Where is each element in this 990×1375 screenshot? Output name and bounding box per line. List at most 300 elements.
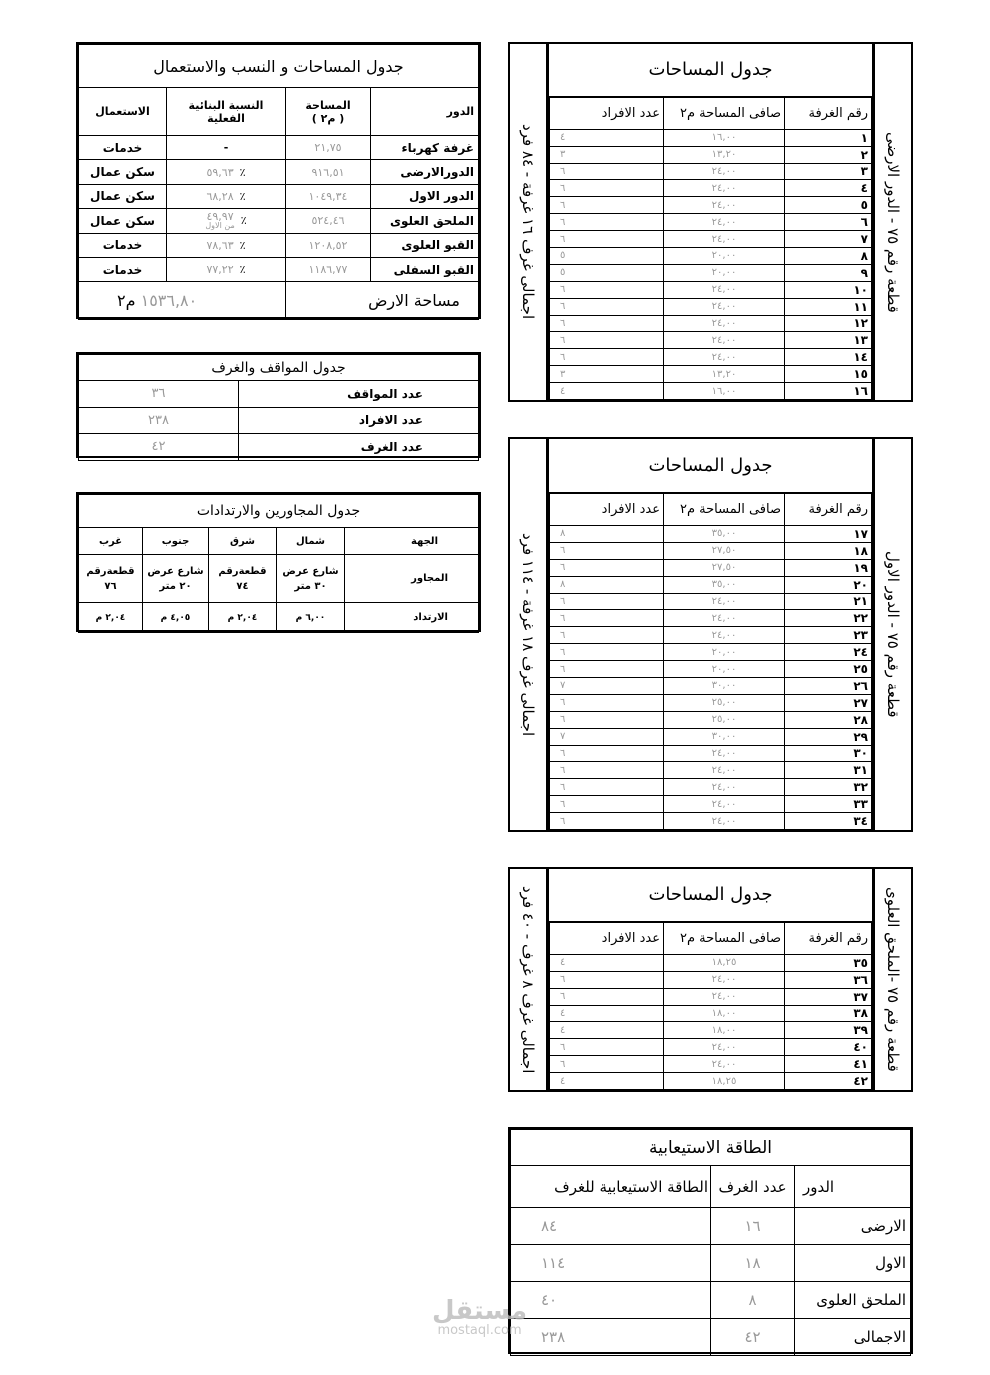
side-summary-label <box>510 869 549 1090</box>
room-number: ٢٣ <box>785 627 872 644</box>
room-area: ٢٤,٠٠ <box>664 971 785 988</box>
table-row <box>79 233 479 257</box>
room-area: ٢٤,٠٠ <box>664 163 785 180</box>
parking-rooms-table <box>76 352 481 458</box>
room-people: ٦ <box>550 971 664 988</box>
room-area: ٢٤,٠٠ <box>664 762 785 779</box>
room-number: ٣٤ <box>785 813 872 830</box>
room-people: ٦ <box>550 542 664 559</box>
table-row <box>550 214 872 231</box>
room-area: ٢٤,٠٠ <box>664 745 785 762</box>
table-row <box>550 349 872 366</box>
floor-use: سكن عمال <box>79 160 167 184</box>
room-people: ٨ <box>550 525 664 542</box>
floor-area: ١١٨٦,٧٧ <box>286 257 371 281</box>
capacity-header-capacity: الطاقة الاستيعابية للغرف <box>511 1166 711 1208</box>
direction-header: جنوب <box>143 528 209 555</box>
room-number: ٣٦ <box>785 971 872 988</box>
room-number: ٢٨ <box>785 711 872 728</box>
room-area: ١٨,٠٠ <box>664 1022 785 1039</box>
table-row <box>550 954 872 971</box>
neighbor-line: قطعةرقم <box>218 565 267 577</box>
setback-value: ٦,٠٠ م <box>277 603 345 633</box>
room-areas-table-first <box>508 437 913 832</box>
table-row <box>550 542 872 559</box>
side-plot-label <box>872 869 911 1090</box>
table-row <box>550 610 872 627</box>
room-number: ٧ <box>785 231 872 248</box>
parking-label: عدد الغرف <box>239 434 479 461</box>
room-area: ٢٤,٠٠ <box>664 180 785 197</box>
capacity-floor: الاول <box>795 1245 911 1282</box>
room-people: ٦ <box>550 796 664 813</box>
table-row <box>550 711 872 728</box>
room-number: ٣٣ <box>785 796 872 813</box>
table-row <box>511 1208 911 1245</box>
table-row <box>550 1022 872 1039</box>
room-people: ٦ <box>550 644 664 661</box>
room-people: ٦ <box>550 694 664 711</box>
neighbor-line: شارع عرض <box>282 565 339 577</box>
table-row <box>79 184 479 208</box>
room-people: ٦ <box>550 813 664 830</box>
room-people: ٦ <box>550 610 664 627</box>
percent-sign: ٪ <box>239 165 246 179</box>
room-number: ٢ <box>785 146 872 163</box>
neighbor-value <box>143 555 209 603</box>
floor-ratio <box>167 136 286 160</box>
capacity-floor: الاجمالى <box>795 1319 911 1356</box>
table-row <box>79 381 479 408</box>
room-number: ٢٢ <box>785 610 872 627</box>
room-area: ٢٤,٠٠ <box>664 231 785 248</box>
percent-sign: ٪ <box>239 238 246 252</box>
direction-header: الجهة <box>345 528 479 555</box>
room-number: ٤ <box>785 180 872 197</box>
ratio-note: من الاول <box>205 220 235 230</box>
table-row <box>550 247 872 264</box>
room-number: ٦ <box>785 214 872 231</box>
header-room-number: رقم الغرفة <box>785 922 872 954</box>
floor-use: خدمات <box>79 257 167 281</box>
room-people: ٨ <box>550 576 664 593</box>
room-table-title: جدول المساحات <box>549 869 872 922</box>
room-area: ٢٧,٥٠ <box>664 559 785 576</box>
room-areas-table-ground <box>508 42 913 402</box>
neighbor-value <box>79 555 143 603</box>
floor-area: ٥٢٤,٤٦ <box>286 209 371 233</box>
table-row <box>550 644 872 661</box>
ratio-number: ٧٧,٢٢ <box>206 263 234 277</box>
room-number: ٤١ <box>785 1056 872 1073</box>
floor-ratio <box>167 184 286 208</box>
header-net-area: صافى المساحة م٢ <box>664 97 785 129</box>
room-number: ١٤ <box>785 349 872 366</box>
room-number: ٣١ <box>785 762 872 779</box>
table-row <box>550 971 872 988</box>
room-number: ٤٠ <box>785 1039 872 1056</box>
floor-name: الملحق العلوى <box>371 209 479 233</box>
room-number: ٣٩ <box>785 1022 872 1039</box>
table-row <box>550 576 872 593</box>
capacity-rooms: ١٦ <box>711 1208 795 1245</box>
table-row <box>550 264 872 281</box>
neighbor-line: ٧٦ <box>104 580 117 592</box>
room-number: ١ <box>785 129 872 146</box>
room-number: ١٦ <box>785 383 872 400</box>
room-people: ٦ <box>550 745 664 762</box>
ratio-number: ٦٨,٢٨ <box>206 189 234 203</box>
floor-use: خدمات <box>79 233 167 257</box>
floor-name: غرفة كهرباء <box>371 136 479 160</box>
capacity-value: ٨٤ <box>511 1208 711 1245</box>
room-number: ٩ <box>785 264 872 281</box>
table-row <box>550 745 872 762</box>
floor-ratio <box>167 233 286 257</box>
table-row <box>550 988 872 1005</box>
capacity-table <box>508 1127 913 1354</box>
room-people: ٤ <box>550 954 664 971</box>
table-row <box>511 1282 911 1319</box>
capacity-rooms: ٤٢ <box>711 1319 795 1356</box>
table-row <box>550 163 872 180</box>
capacity-rooms: ١٨ <box>711 1245 795 1282</box>
table-row <box>550 813 872 830</box>
room-area: ٢٠,٠٠ <box>664 644 785 661</box>
room-number: ٢٦ <box>785 677 872 694</box>
room-number: ٥ <box>785 197 872 214</box>
room-area: ٢٤,٠٠ <box>664 627 785 644</box>
capacity-header-floor: الدور <box>795 1166 911 1208</box>
table-row <box>550 231 872 248</box>
room-number: ١٥ <box>785 366 872 383</box>
table-row <box>550 1039 872 1056</box>
room-number: ٣٢ <box>785 779 872 796</box>
room-area: ٢٤,٠٠ <box>664 1039 785 1056</box>
table-row <box>511 1245 911 1282</box>
areas-ratios-table <box>76 42 481 319</box>
room-area: ٢٠,٠٠ <box>664 247 785 264</box>
room-area: ٢٤,٠٠ <box>664 298 785 315</box>
room-areas-table-annex <box>508 867 913 1092</box>
table-row <box>550 1005 872 1022</box>
side-plot-text: قطعة رقم ٧٥ - الدور الارضى <box>884 131 902 313</box>
table-row <box>550 197 872 214</box>
table-row <box>79 136 479 160</box>
room-area: ٢٤,٠٠ <box>664 779 785 796</box>
ratio-value <box>206 238 234 252</box>
room-people: ٤ <box>550 1073 664 1090</box>
neighbors-setbacks-table <box>76 492 481 632</box>
room-people: ٦ <box>550 163 664 180</box>
room-area: ١٣,٢٠ <box>664 146 785 163</box>
direction-header: شمال <box>277 528 345 555</box>
percent-sign: ٪ <box>240 213 247 227</box>
header-floor: الدور <box>371 88 479 136</box>
table-row <box>79 160 479 184</box>
room-table-header <box>550 97 872 129</box>
room-area: ٢٤,٠٠ <box>664 593 785 610</box>
header-people: عدد الافراد <box>550 922 664 954</box>
room-people: ٥ <box>550 247 664 264</box>
table-row <box>550 281 872 298</box>
room-number: ٣ <box>785 163 872 180</box>
table-row <box>550 627 872 644</box>
table-row <box>550 315 872 332</box>
room-area: ٢٥,٠٠ <box>664 694 785 711</box>
room-number: ١٧ <box>785 525 872 542</box>
room-number: ٣٨ <box>785 1005 872 1022</box>
land-area-value: ١٥٣٦,٨٠ <box>140 291 198 311</box>
room-number: ١٨ <box>785 542 872 559</box>
room-area: ٣٥,٠٠ <box>664 576 785 593</box>
room-area: ٢٤,٠٠ <box>664 988 785 1005</box>
room-number: ٢٠ <box>785 576 872 593</box>
table-row <box>511 1319 911 1356</box>
land-area-unit: م٢ <box>117 291 136 311</box>
room-area: ٢٠,٠٠ <box>664 264 785 281</box>
header-net-area: صافى المساحة م٢ <box>664 493 785 525</box>
neighbor-line: شارع عرض <box>147 565 204 577</box>
neighbor-value <box>277 555 345 603</box>
header-people: عدد الافراد <box>550 97 664 129</box>
room-area: ٢٤,٠٠ <box>664 197 785 214</box>
ratio-number: ٤٩,٩٧ <box>206 209 234 223</box>
side-summary-label <box>510 44 549 400</box>
room-people: ٦ <box>550 988 664 1005</box>
room-number: ٢٧ <box>785 694 872 711</box>
table-row <box>550 694 872 711</box>
floor-name: الدورالارضى <box>371 160 479 184</box>
room-people: ٧ <box>550 728 664 745</box>
room-number: ٨ <box>785 247 872 264</box>
side-plot-text: قطعة رقم ٧٥ - الدور الاول <box>884 551 902 718</box>
setback-value: ٢,٠٤ م <box>209 603 277 633</box>
neighbor-line: ٣٠ متر <box>294 580 327 592</box>
room-table-body <box>549 439 872 830</box>
room-number: ٤٢ <box>785 1073 872 1090</box>
ratio-value <box>206 265 233 275</box>
parking-value: ٢٣٨ <box>79 407 239 434</box>
room-number: ٣٧ <box>785 988 872 1005</box>
mostaql-watermark: مستقل mostaql.com <box>432 1296 528 1338</box>
capacity-value: ٢٣٨ <box>511 1319 711 1356</box>
room-people: ٦ <box>550 1039 664 1056</box>
capacity-header-rooms: عدد الغرف <box>711 1166 795 1208</box>
room-number: ١١ <box>785 298 872 315</box>
header-room-number: رقم الغرفة <box>785 493 872 525</box>
room-people: ٦ <box>550 197 664 214</box>
room-people: ٦ <box>550 661 664 678</box>
room-area: ٢٥,٠٠ <box>664 711 785 728</box>
room-number: ١٢ <box>785 315 872 332</box>
room-area: ٢٤,٠٠ <box>664 315 785 332</box>
floor-ratio <box>167 160 286 184</box>
room-people: ٤ <box>550 383 664 400</box>
room-number: ٢٥ <box>785 661 872 678</box>
neighbor-line: ٧٤ <box>236 580 249 592</box>
room-number: ٣٥ <box>785 954 872 971</box>
floor-name: القبو السفلى <box>371 257 479 281</box>
table-row <box>550 796 872 813</box>
land-area-value-cell <box>79 282 286 320</box>
table-row <box>79 257 479 281</box>
floor-area: ١٠٤٩,٣٤ <box>286 184 371 208</box>
table-row <box>550 332 872 349</box>
side-summary-text: اجمالى غرف ٨ غرف - ٤٠ فرد <box>519 885 537 1074</box>
table-row <box>550 762 872 779</box>
floor-area: ١٢٠٨,٥٢ <box>286 233 371 257</box>
room-table-header <box>550 493 872 525</box>
room-area: ١٨,٢٥ <box>664 1073 785 1090</box>
percent-sign: ٪ <box>239 263 246 277</box>
capacity-table-title: الطاقة الاستيعابية <box>511 1130 911 1166</box>
room-area: ١٦,٠٠ <box>664 129 785 146</box>
room-area: ١٣,٢٠ <box>664 366 785 383</box>
room-people: ٦ <box>550 315 664 332</box>
header-room-number: رقم الغرفة <box>785 97 872 129</box>
header-use: الاستعمال <box>79 88 167 136</box>
room-area: ١٦,٠٠ <box>664 383 785 400</box>
table-row <box>550 180 872 197</box>
room-table-title: جدول المساحات <box>549 439 872 493</box>
side-plot-label <box>872 44 911 400</box>
setback-label: الارتداد <box>345 603 479 633</box>
room-people: ٣ <box>550 146 664 163</box>
room-people: ٥ <box>550 264 664 281</box>
room-people: ٦ <box>550 332 664 349</box>
room-people: ٦ <box>550 180 664 197</box>
room-area: ٢٤,٠٠ <box>664 813 785 830</box>
table-row <box>79 209 479 233</box>
room-number: ١٠ <box>785 281 872 298</box>
table-row <box>550 383 872 400</box>
room-area: ٢٤,٠٠ <box>664 1056 785 1073</box>
table-row <box>550 728 872 745</box>
room-area: ٢٤,٠٠ <box>664 214 785 231</box>
ratio-value <box>205 209 235 230</box>
areas-table-title: جدول المساحات و النسب والاستعمال <box>79 45 479 88</box>
room-area: ٢٤,٠٠ <box>664 332 785 349</box>
neighbors-table-title: جدول المجاورين والارتدادات <box>79 495 479 528</box>
table-row <box>550 129 872 146</box>
capacity-value: ١١٤ <box>511 1245 711 1282</box>
table-row <box>550 298 872 315</box>
side-plot-label <box>872 439 911 830</box>
table-row <box>550 661 872 678</box>
room-number: ٢٤ <box>785 644 872 661</box>
room-people: ٧ <box>550 677 664 694</box>
ratio-value: - <box>223 141 229 155</box>
room-area: ٣٠,٠٠ <box>664 728 785 745</box>
table-row <box>550 559 872 576</box>
ratio-value <box>206 165 234 179</box>
room-people: ٦ <box>550 231 664 248</box>
ratio-number: ٥٩,٦٣ <box>206 165 234 179</box>
header-people: عدد الافراد <box>550 493 664 525</box>
room-people: ٦ <box>550 762 664 779</box>
room-number: ١٩ <box>785 559 872 576</box>
table-row <box>79 434 479 461</box>
table-row <box>550 525 872 542</box>
table-row <box>550 1073 872 1090</box>
room-people: ٤ <box>550 129 664 146</box>
room-number: ٢٩ <box>785 728 872 745</box>
room-table-header <box>550 922 872 954</box>
header-area: المساحة ( م٢ ) <box>286 88 371 136</box>
side-summary-text: اجمالى غرف ١٨ غرفة - ١١٤ فرد <box>519 532 537 737</box>
neighbor-line: قطعةرقم <box>86 565 135 577</box>
room-people: ٣ <box>550 366 664 383</box>
setback-value: ٢,٠٤ م <box>79 603 143 633</box>
parking-label: عدد الافراد <box>239 407 479 434</box>
room-people: ٦ <box>550 214 664 231</box>
table-row <box>550 1056 872 1073</box>
room-table-body <box>549 869 872 1090</box>
header-net-area: صافى المساحة م٢ <box>664 922 785 954</box>
room-area: ١٨,٢٥ <box>664 954 785 971</box>
capacity-rooms: ٨ <box>711 1282 795 1319</box>
room-number: ٣٠ <box>785 745 872 762</box>
room-table-body <box>549 44 872 400</box>
room-people: ٦ <box>550 559 664 576</box>
floor-use: سكن عمال <box>79 184 167 208</box>
room-people: ٦ <box>550 711 664 728</box>
side-summary-label <box>510 439 549 830</box>
room-area: ٣٠,٠٠ <box>664 677 785 694</box>
room-area: ١٨,٠٠ <box>664 1005 785 1022</box>
direction-header: غرب <box>79 528 143 555</box>
parking-label: عدد المواقف <box>239 381 479 408</box>
table-row <box>550 677 872 694</box>
room-table-title: جدول المساحات <box>549 44 872 97</box>
room-number: ٢١ <box>785 593 872 610</box>
room-number: ١٣ <box>785 332 872 349</box>
capacity-floor: الارضى <box>795 1208 911 1245</box>
table-row <box>550 779 872 796</box>
side-plot-text: قطعة رقم ٧٥ -الملحق العلوى <box>884 887 902 1072</box>
neighbor-label: المجاور <box>345 555 479 603</box>
direction-header: شرق <box>209 528 277 555</box>
header-ratio: النسبة البنائية الفعلية <box>167 88 286 136</box>
parking-value: ٤٢ <box>79 434 239 461</box>
floor-use: خدمات <box>79 136 167 160</box>
parking-value: ٣٦ <box>79 381 239 408</box>
room-area: ٢٤,٠٠ <box>664 610 785 627</box>
room-people: ٦ <box>550 1056 664 1073</box>
room-people: ٦ <box>550 593 664 610</box>
floor-use: سكن عمال <box>79 209 167 233</box>
room-people: ٦ <box>550 627 664 644</box>
floor-name: القبو العلوى <box>371 233 479 257</box>
room-area: ٢٤,٠٠ <box>664 349 785 366</box>
room-people: ٦ <box>550 779 664 796</box>
room-people: ٤ <box>550 1005 664 1022</box>
room-area: ٢٤,٠٠ <box>664 281 785 298</box>
room-area: ٢٧,٥٠ <box>664 542 785 559</box>
room-area: ٢٠,٠٠ <box>664 661 785 678</box>
room-people: ٦ <box>550 298 664 315</box>
floor-ratio <box>167 257 286 281</box>
neighbor-line: ٢٠ متر <box>159 580 192 592</box>
room-people: ٦ <box>550 349 664 366</box>
floor-area: ٩١٦,٥١ <box>286 160 371 184</box>
capacity-value: ٤٠ <box>511 1282 711 1319</box>
side-summary-text: اجمالى غرف ١٦ غرفة - ٨٤ فرد <box>519 124 537 320</box>
floor-ratio <box>167 209 286 233</box>
table-row <box>550 366 872 383</box>
ratio-value <box>206 189 234 203</box>
